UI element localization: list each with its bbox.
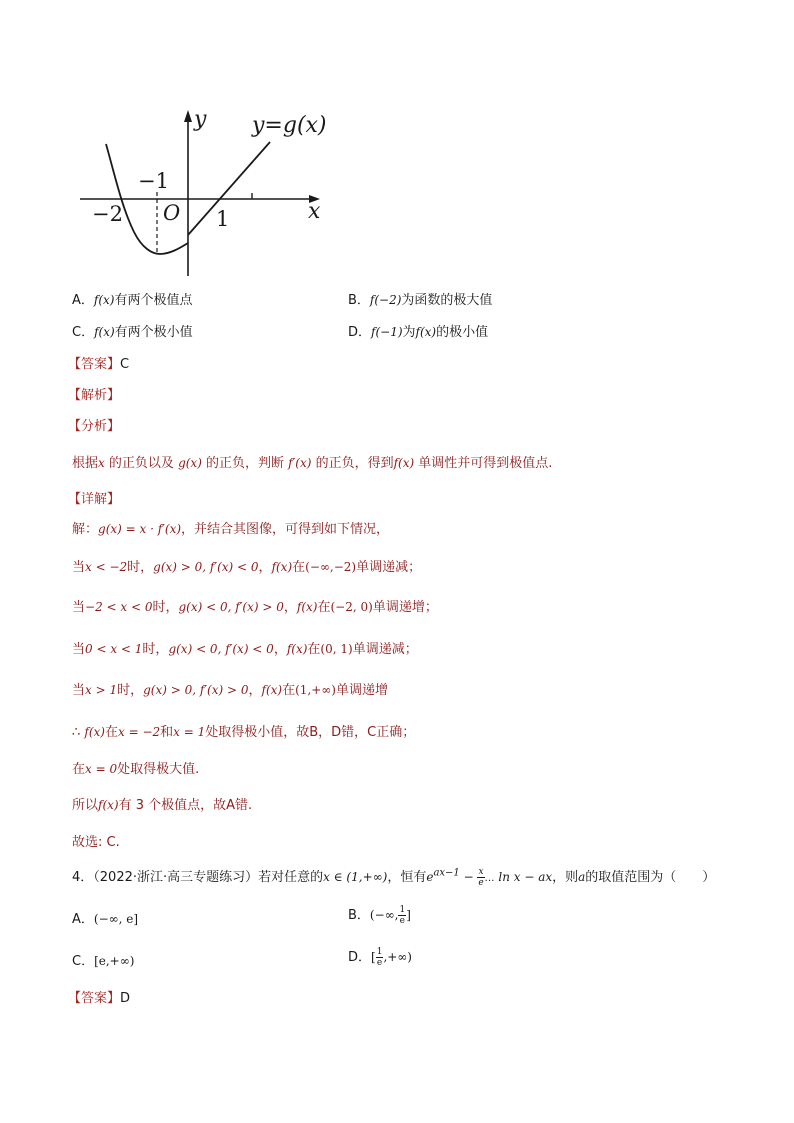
q4-option-a: A．(−∞, e] [72,912,139,927]
option-b: B．f(−2)为函数的极大值 [348,293,493,308]
q3-fenxi-text: 根据x 的正负以及 g(x) 的正负，判断 f′(x) 的正负，得到f(x) 单调性并可得到极值点. [72,456,553,471]
y-axis-arrow [184,110,192,122]
curve-label: y=g(x) [252,113,327,138]
q4-option-c: C．[e,+∞) [72,954,135,969]
tick-label-neg1: −1 [138,169,169,193]
option-d: D．f(−1)为f(x)的极小值 [348,325,489,340]
q3-answer: 【答案】C [68,357,130,372]
option-a: A．f(x)有两个极值点 [72,293,193,308]
detail-conclusion-3: 所以f(x)有 3 个极值点，故A错. [72,798,253,813]
q4-option-b: B．(−∞, $\frac{1}{e}$ ] [348,905,411,926]
tick-label-neg2: −2 [92,202,123,226]
q3-analysis-label: 【解析】 [68,388,121,403]
function-graph [76,100,346,280]
tick-label-1: 1 [216,207,230,231]
origin-label: O [163,201,181,225]
q4-stem: 4．（2022·浙江·高三专题练习）若对任意的x ∈ (1,+∞)，恒有$e^{ax-1}$ − $\frac{x}{e}$ … ln x − ax，则a的取值范围为（ ） [72,867,716,888]
detail-conclusion-2: 在x = 0处取得极大值. [72,762,200,777]
q4-option-d: D．[ $\frac{1}{e}$ ,+∞) [348,947,412,968]
x-axis-label: x [308,199,321,224]
q3-detail-label: 【详解】 [68,492,121,507]
detail-case-1: 当x < −2时，g(x) > 0, f′(x) < 0，f(x)在(−∞,−2)单调递减； [72,560,422,575]
detail-case-3: 当0 < x < 1时，g(x) < 0, f′(x) < 0，f(x)在(0, 1)单调递减； [72,642,418,657]
detail-conclusion-1: ∴ f(x)在x = −2和x = 1处取得极小值，故B，D错，C正确； [72,725,416,740]
y-axis-label: y [194,107,207,132]
detail-final: 故选: C. [72,835,120,850]
detail-intro: 解：g(x) = x · f′(x)，并结合其图像，可得到如下情况， [72,522,390,537]
detail-case-2: 当−2 < x < 0时，g(x) < 0, f′(x) > 0，f(x)在(−2, 0)单调递增； [72,600,438,615]
option-c: C．f(x)有两个极小值 [72,325,193,340]
q4-answer: 【答案】D [68,991,131,1006]
detail-case-4: 当x > 1时，g(x) > 0, f′(x) > 0，f(x)在(1,+∞)单调递增 [72,683,388,698]
q3-fenxi-label: 【分析】 [68,419,121,434]
